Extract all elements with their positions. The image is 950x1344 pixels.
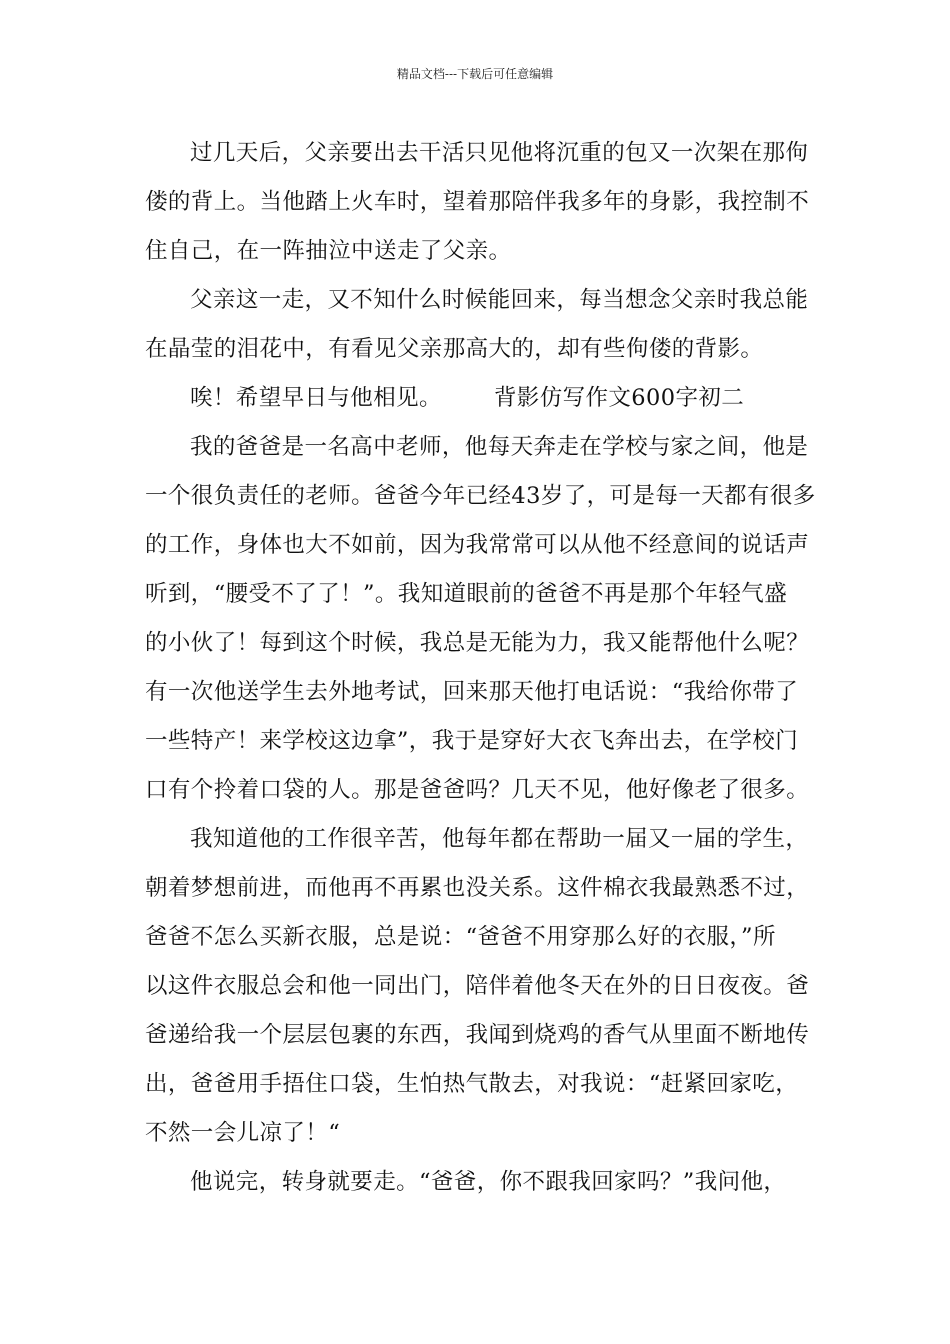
text-line: 他说完，转身就要走。“爸爸，你不跟我回家吗？”我问他，	[190, 1169, 787, 1195]
text-line: 一个很负责任的老师。爸爸今年已经43岁了，可是每一天都有很多	[145, 483, 816, 509]
text-line: 的工作，身体也大不如前，因为我常常可以从他不经意间的说话声	[145, 532, 810, 558]
document-body	[145, 131, 815, 1209]
text-line: 口有个拎着口袋的人。那是爸爸吗？几天不见，他好像老了很多。	[145, 777, 810, 803]
text-line: 在晶莹的泪花中，有看见父亲那高大的，却有些佝偻的背影。	[145, 336, 764, 362]
text-line: 的小伙了！每到这个时候，我总是无能为力，我又能帮他什么呢？	[145, 630, 810, 656]
text-line: 不然一会儿凉了！“	[145, 1120, 341, 1146]
text-line: 爸递给我一个层层包裹的东西，我闻到烧鸡的香气从里面不断地传	[145, 1022, 810, 1048]
page-header: 精品文档---下载后可任意编辑	[396, 67, 554, 81]
text-line: 以这件衣服总会和他一同出门，陪伴着他冬天在外的日日夜夜。爸	[145, 973, 810, 999]
text-line: 听到，“腰受不了了！”。我知道眼前的爸爸不再是那个年轻气盛	[145, 581, 788, 607]
text-line	[145, 376, 815, 425]
text-line: 爸爸不怎么买新衣服，总是说：“爸爸不用穿那么好的衣服，”所	[145, 924, 776, 950]
text-line: 出，爸爸用手捂住口袋，生怕热气散去，对我说：“赶紧回家吃，	[145, 1071, 799, 1097]
text-line: 朝着梦想前进，而他再不再累也没关系。这件棉衣我最熟悉不过，	[145, 875, 810, 901]
text-line: 我的爸爸是一名高中老师，他每天奔走在学校与家之间，他是	[190, 434, 809, 460]
text-line: 过几天后，父亲要出去干活只见他将沉重的包又一次架在那佝	[190, 140, 809, 166]
text-line: 一些特产！来学校这边拿”，我于是穿好大衣飞奔出去，在学校门	[145, 728, 799, 754]
essay-title: 背影仿写作文600字初二	[493, 385, 745, 411]
text-line: 偻的背上。当他踏上火车时，望着那陪伴我多年的身影，我控制不	[145, 189, 810, 215]
text-line: 有一次他送学生去外地考试，回来那天他打电话说：“我给你带了	[145, 679, 799, 705]
text-line: 住自己，在一阵抽泣中送走了父亲。	[145, 238, 512, 264]
closing-sentence: 唉！希望早日与他相见。	[190, 385, 442, 411]
text-line: 我知道他的工作很辛苦，他每年都在帮助一届又一届的学生，	[190, 826, 809, 852]
text-line: 父亲这一走，又不知什么时候能回来，每当想念父亲时我总能	[190, 287, 809, 313]
